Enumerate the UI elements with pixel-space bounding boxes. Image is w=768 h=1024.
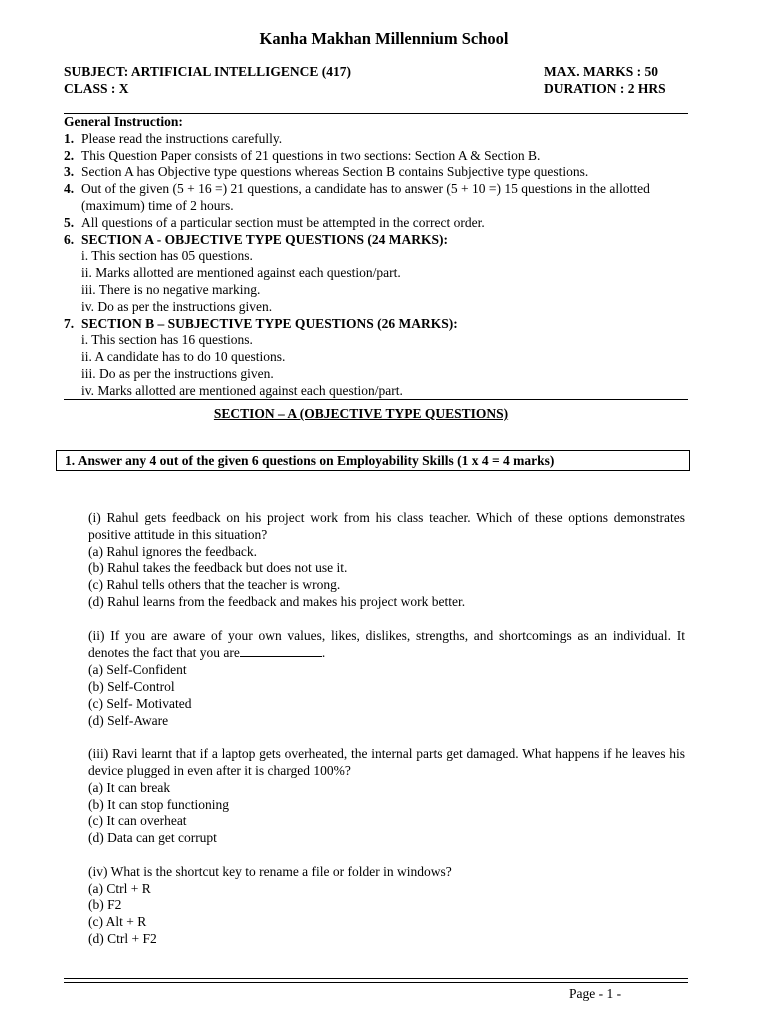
instruction-subitem: ii. Marks allotted are mentioned against each question/part.	[81, 265, 401, 281]
instruction-number: 5.	[64, 214, 75, 230]
question-option: (a) It can break	[88, 779, 171, 795]
instruction-subitem: ii. A candidate has to do 10 questions.	[81, 349, 286, 365]
instruction-item-section-a	[64, 232, 686, 249]
duration-label: DURATION : 2 HRS	[544, 80, 666, 96]
instruction-item	[64, 181, 686, 215]
instruction-text: Please read the instructions carefully.	[81, 130, 283, 146]
question-option: (a) Rahul ignores the feedback.	[88, 543, 258, 559]
question-list	[88, 510, 685, 965]
instruction-subitem: iii. There is no negative marking.	[81, 281, 261, 297]
instruction-item	[64, 215, 686, 232]
question-text: (i) Rahul gets feedback on his project work from his class teacher. Which of these options demonstrates positive attitude in this situation?	[88, 510, 685, 542]
question-option: (b) F2	[88, 897, 122, 913]
instruction-text: SECTION B – SUBJECTIVE TYPE QUESTIONS (26 MARKS):	[81, 315, 458, 331]
question-option: (c) Rahul tells others that the teacher is wrong.	[88, 577, 341, 593]
question-item	[88, 746, 685, 847]
question-item	[88, 628, 685, 730]
instruction-subitem: i. This section has 05 questions.	[81, 248, 253, 264]
question-option: (d) Self-Aware	[88, 712, 169, 728]
question-option: (a) Ctrl + R	[88, 880, 151, 896]
question-option: (b) Rahul takes the feedback but does not use it.	[88, 560, 348, 576]
page-number: Page - 1 -	[569, 986, 622, 1001]
question-option: (c) It can overheat	[88, 813, 187, 829]
instruction-item-section-b	[64, 316, 686, 333]
question-1-box: 1. Answer any 4 out of the given 6 questions on Employability Skills (1 x 4 = 4 marks)	[56, 450, 690, 471]
question-text: (iii) Ravi learnt that if a laptop gets overheated, the internal parts get damaged. What happens if he leaves his device plugged in even after it is charged 100%?	[88, 746, 685, 778]
meta-row-1	[64, 64, 686, 81]
section-a-heading: SECTION – A (OBJECTIVE TYPE QUESTIONS)	[213, 406, 509, 421]
class-label: CLASS : X	[64, 80, 129, 96]
exam-meta	[64, 64, 686, 98]
question-text: (iv) What is the shortcut key to rename a file or folder in windows?	[88, 863, 452, 879]
instruction-item	[64, 131, 686, 148]
question-option: (c) Self- Motivated	[88, 695, 192, 711]
instruction-number: 3.	[64, 164, 75, 180]
question-text: (ii) If you are aware of your own values, likes, dislikes, strengths, and shortcomings as an individual. It denotes the fact that you are	[88, 627, 685, 661]
footer-divider-bottom	[64, 982, 688, 983]
question-text-end: .	[321, 645, 326, 661]
instruction-item	[64, 164, 686, 181]
question-option: (b) It can stop functioning	[88, 796, 229, 812]
max-marks-label: MAX. MARKS : 50	[544, 64, 658, 79]
instruction-subitem: iv. Do as per the instructions given.	[81, 298, 273, 314]
question-option: (b) Self-Control	[88, 678, 175, 694]
instruction-number: 4.	[64, 181, 75, 197]
question-option: (d) Data can get corrupt	[88, 830, 217, 846]
question-option: (d) Ctrl + F2	[88, 930, 157, 946]
general-instructions	[64, 114, 686, 400]
instruction-text: This Question Paper consists of 21 questions in two sections: Section A & Section B.	[81, 147, 541, 163]
instruction-subitem: iv. Marks allotted are mentioned against each question/part.	[81, 382, 403, 398]
question-option: (c) Alt + R	[88, 914, 147, 930]
instruction-text: All questions of a particular section must be attempted in the correct order.	[81, 214, 485, 230]
meta-row-2	[64, 81, 686, 98]
instruction-item	[64, 148, 686, 165]
instruction-text: Out of the given (5 + 16 =) 21 questions, a candidate has to answer (5 + 10 =) 15 questions in the allotted (maximum) time of 2 hours.	[81, 181, 650, 213]
question-option: (d) Rahul learns from the feedback and makes his project work better.	[88, 593, 466, 609]
instruction-number: 7.	[64, 315, 75, 331]
question-text-wrapper	[88, 628, 685, 663]
instruction-text: SECTION A - OBJECTIVE TYPE QUESTIONS (24 MARKS):	[81, 231, 448, 247]
instructions-divider	[64, 399, 688, 400]
question-option: (a) Self-Confident	[88, 662, 187, 678]
question-item	[88, 510, 685, 611]
instruction-number: 1.	[64, 130, 75, 146]
instruction-subitem: iii. Do as per the instructions given.	[81, 365, 274, 381]
school-name: Kanha Makhan Millennium School	[259, 29, 509, 48]
question-item	[88, 864, 685, 948]
instruction-number: 6.	[64, 231, 75, 247]
instruction-text: Section A has Objective type questions whereas Section B contains Subjective type questions.	[81, 164, 589, 180]
subject-label: SUBJECT: ARTIFICIAL INTELLIGENCE (417)	[64, 64, 351, 79]
instruction-number: 2.	[64, 147, 75, 163]
instructions-title: General Instruction:	[64, 114, 183, 129]
instruction-subitem: i. This section has 16 questions.	[81, 332, 253, 348]
footer-divider-top	[64, 978, 688, 979]
answer-blank	[240, 644, 322, 657]
